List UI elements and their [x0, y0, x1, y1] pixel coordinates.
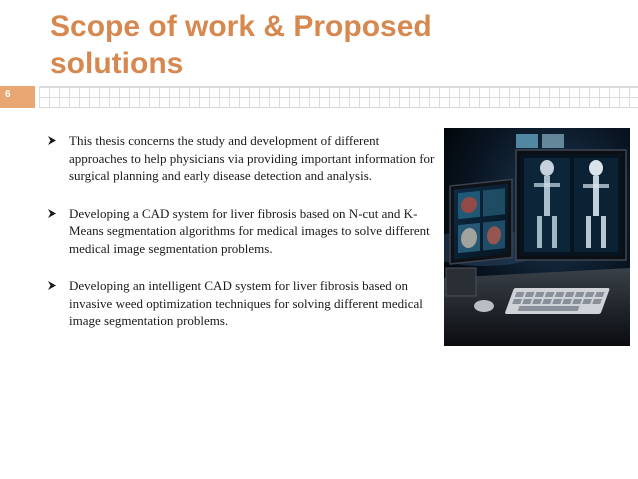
- bullet-item: [48, 132, 438, 185]
- arrow-bullet-icon: [48, 205, 58, 222]
- bullet-text: This thesis concerns the study and development of different approaches to help physicians via providing important information for surgical planning and early disease detection and analysis.: [69, 133, 435, 183]
- bullet-item: [48, 205, 438, 258]
- slide-number-badge: [0, 86, 35, 108]
- slide-title: Scope of work & Proposed solutions: [50, 10, 432, 80]
- bullet-text: Developing an intelligent CAD system for liver fibrosis based on invasive weed optimization techniques for solving different medical image segmentation problems.: [69, 278, 423, 328]
- arrow-bullet-icon: [48, 277, 58, 294]
- arrow-bullet-icon: [48, 132, 58, 149]
- bullet-list: [48, 132, 438, 330]
- bullet-item: [48, 277, 438, 330]
- bullet-text: Developing a CAD system for liver fibrosis based on N-cut and K-Means segmentation algorithms for medical images to solve different medical image segmentation problems.: [69, 205, 430, 256]
- medical-imaging-workstation-photo: [444, 128, 630, 346]
- header-grid-bar: [39, 86, 638, 108]
- slide-number: 6: [5, 89, 11, 100]
